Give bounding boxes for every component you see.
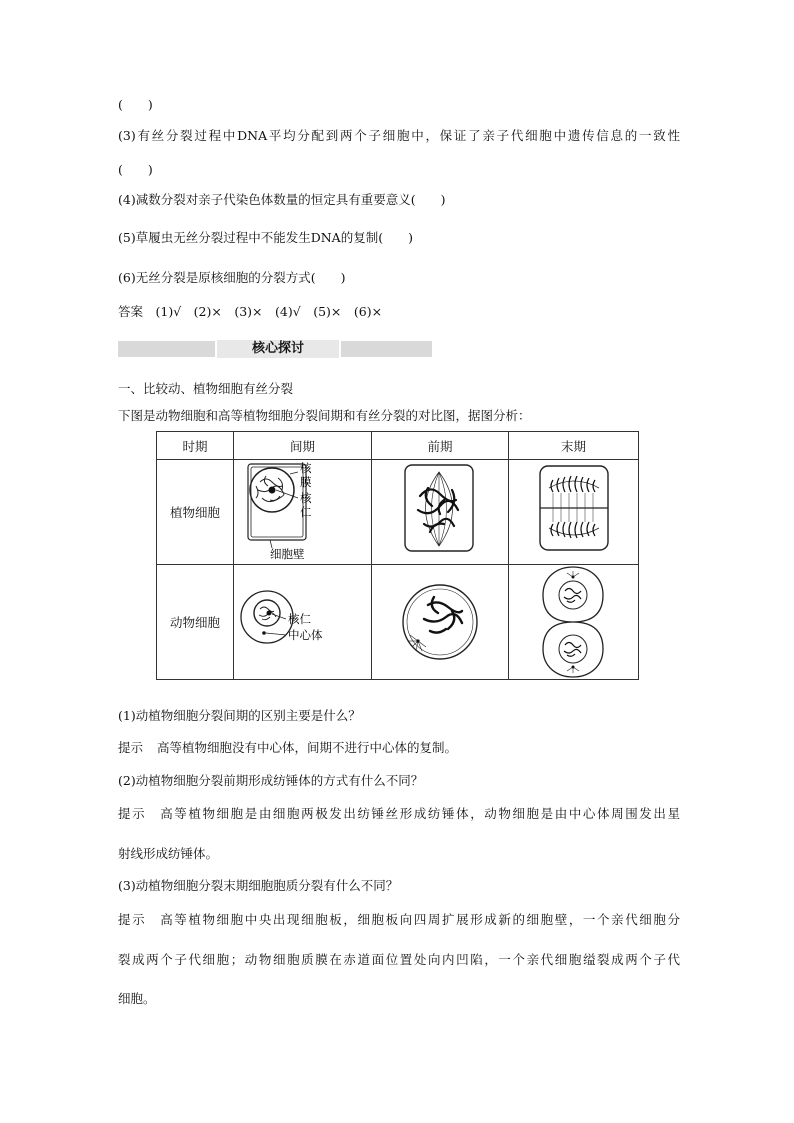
hint-3 <box>118 912 680 928</box>
comparison-table <box>156 431 639 680</box>
label-nucleolus-2: 仁 <box>300 505 312 519</box>
header-cell: 末期 <box>509 432 639 460</box>
hint-3-cont: 裂成两个子代细胞；动物细胞质膜在赤道面位置处向内凹陷，一个亲代细胞缢裂成两个子代 <box>118 952 680 967</box>
header-cell: 前期 <box>372 432 509 460</box>
hint-2 <box>118 806 680 822</box>
hint-text: 高等植物细胞是由细胞两极发出纺锤丝形成纺锤体，动物细胞是由中心体周围发出星 <box>160 806 680 821</box>
animal-telophase-cell <box>509 565 639 680</box>
plant-telophase-figure <box>509 460 638 564</box>
hint-text: 高等植物细胞没有中心体，间期不进行中心体的复制。 <box>157 740 458 755</box>
statement-6: (6)无丝分裂是原核细胞的分裂方式( ) <box>118 270 346 285</box>
hint-text: 高等植物细胞中央出现细胞板，细胞板向四周扩展形成新的细胞壁，一个亲代细胞分 <box>160 912 680 927</box>
answer-key: 答案 (1)√ (2)× (3)× (4)√ (5)× (6)× <box>118 304 383 319</box>
question-2: (2)动植物细胞分裂前期形成纺锤体的方式有什么不同？ <box>118 773 424 788</box>
table-row <box>157 565 639 680</box>
statement-3: (3)有丝分裂过程中DNA平均分配到两个子细胞中，保证了亲子代细胞中遗传信息的一致性 <box>118 128 680 143</box>
header-cell: 间期 <box>234 432 372 460</box>
plant-prophase-cell <box>372 460 509 565</box>
plant-interphase-figure <box>234 460 371 564</box>
answer-paren: ( ) <box>118 162 153 177</box>
plant-telophase-cell <box>509 460 639 565</box>
label-nuclear-membrane-1: 核 <box>300 461 312 475</box>
section-title: 核心探讨 <box>215 340 341 358</box>
animal-prophase-cell <box>372 565 509 680</box>
animal-interphase-figure <box>234 565 371 679</box>
label-centrosome: 中心体 <box>288 628 323 642</box>
label-cell-wall: 细胞壁 <box>270 547 305 561</box>
hint-keyword: 提示 <box>118 740 144 755</box>
part-intro: 下图是动物细胞和高等植物细胞分裂间期和有丝分裂的对比图，据图分析： <box>118 408 531 423</box>
header-cell: 时期 <box>157 432 234 460</box>
animal-prophase-figure <box>372 565 508 679</box>
animal-interphase-cell <box>234 565 372 680</box>
label-nuclear-membrane-2: 膜 <box>300 475 312 489</box>
row-label: 植物细胞 <box>157 460 234 565</box>
answer-paren: ( ) <box>118 97 153 112</box>
hint-2-cont: 射线形成纺锤体。 <box>118 846 219 861</box>
part-heading: 一、比较动、植物细胞有丝分裂 <box>118 381 294 396</box>
hint-1 <box>118 740 457 756</box>
hint-keyword: 提示 <box>118 912 147 927</box>
hint-3-cont: 细胞。 <box>118 991 156 1006</box>
statement-4: (4)减数分裂对亲子代染色体数量的恒定具有重要意义( ) <box>118 192 446 207</box>
table-row <box>157 460 639 565</box>
statement-5: (5)草履虫无丝分裂过程中不能发生DNA的复制( ) <box>118 230 413 245</box>
label-nucleolus: 核仁 <box>288 612 311 626</box>
plant-interphase-cell <box>234 460 372 565</box>
animal-telophase-figure <box>509 565 638 679</box>
plant-prophase-figure <box>372 460 508 564</box>
label-nucleolus-1: 核 <box>300 491 312 505</box>
question-1: (1)动植物细胞分裂间期的区别主要是什么？ <box>118 708 361 723</box>
table-header-row <box>157 432 639 460</box>
row-label: 动物细胞 <box>157 565 234 680</box>
question-3: (3)动植物细胞分裂末期细胞胞质分裂有什么不同？ <box>118 878 399 893</box>
hint-keyword: 提示 <box>118 806 147 821</box>
